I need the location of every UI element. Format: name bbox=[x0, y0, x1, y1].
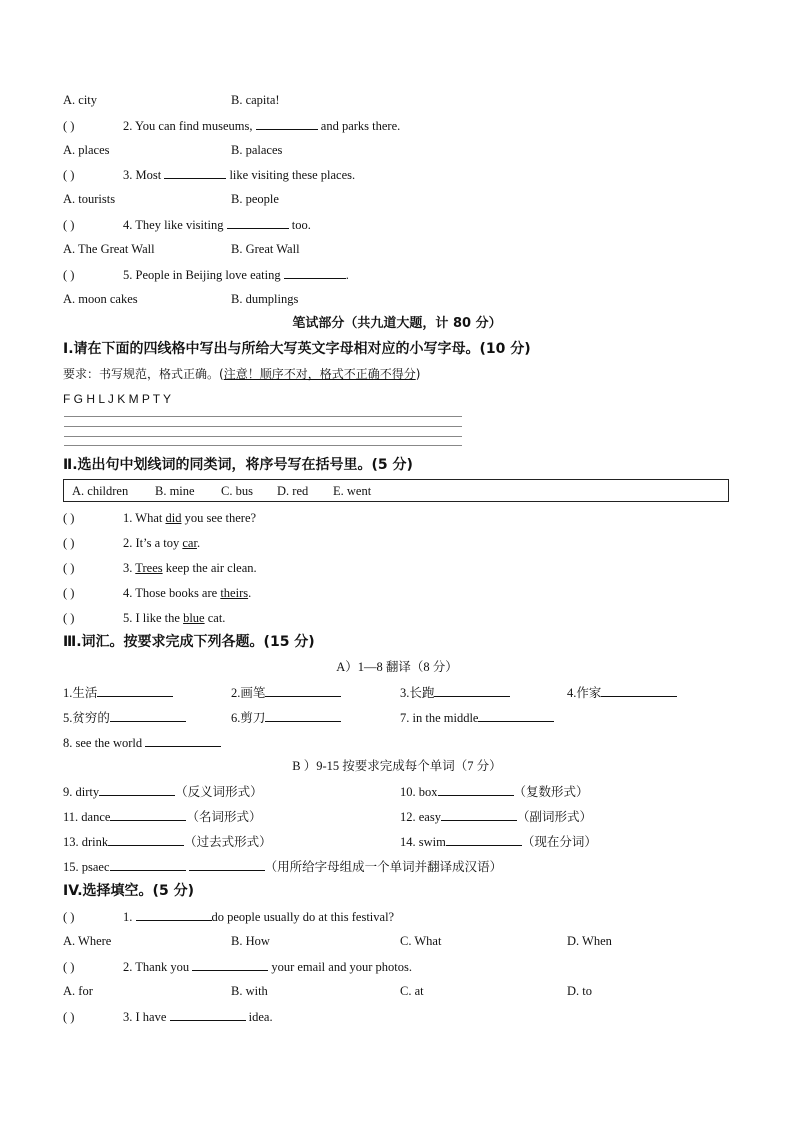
vocab-1 bbox=[63, 684, 173, 701]
sec2-q4 bbox=[63, 585, 251, 601]
vocab-prompt: 6.剪刀 bbox=[231, 711, 266, 725]
word-form-13 bbox=[63, 833, 272, 850]
answer-blank[interactable] bbox=[110, 709, 186, 722]
uppercase-letters: F G H L J K M P T Y bbox=[63, 392, 172, 406]
vocab-prompt: 7. in the middle bbox=[400, 711, 479, 725]
answer-paren: ( ) bbox=[63, 168, 75, 182]
q3-line bbox=[63, 166, 355, 183]
section-3-title: Ⅲ.词汇。按要求完成下列各题。(15 分) bbox=[63, 634, 315, 650]
answer-blank[interactable] bbox=[265, 709, 341, 722]
q5-suffix: . bbox=[345, 268, 349, 282]
word-form-9 bbox=[63, 783, 263, 800]
vocab-2 bbox=[231, 684, 341, 701]
answer-paren: ( ) bbox=[63, 611, 75, 625]
sentence-text: 2. It’s a toy bbox=[123, 536, 183, 550]
q2-line bbox=[63, 117, 400, 134]
mc-q1-option-c: C. What bbox=[400, 934, 442, 948]
word-form-10 bbox=[400, 783, 589, 800]
q4-option-b: B. Great Wall bbox=[231, 242, 300, 256]
vocab-6 bbox=[231, 709, 341, 726]
answer-paren: ( ) bbox=[63, 1010, 75, 1024]
vocab-3 bbox=[400, 684, 510, 701]
word-prompt: 11. dance bbox=[63, 810, 111, 824]
answer-paren: ( ) bbox=[63, 511, 75, 525]
form-note: （过去式形式） bbox=[184, 835, 272, 849]
answer-blank[interactable] bbox=[478, 709, 554, 722]
four-line-grid[interactable] bbox=[64, 414, 462, 448]
sec2-q2 bbox=[63, 535, 200, 551]
answer-blank[interactable] bbox=[99, 783, 175, 796]
option-b: B. mine bbox=[155, 484, 195, 498]
sec2-q5 bbox=[63, 610, 225, 626]
sentence-text: you see there? bbox=[181, 511, 257, 525]
answer-blank[interactable] bbox=[441, 808, 517, 821]
section-1-title: Ⅰ.请在下面的四线格中写出与所给大写英文字母相对应的小写字母。(10 分) bbox=[63, 341, 531, 357]
form-note: （副词形式） bbox=[516, 810, 592, 824]
answer-blank[interactable] bbox=[256, 117, 318, 130]
underlined-word: blue bbox=[183, 611, 205, 625]
vocab-4 bbox=[567, 684, 677, 701]
form-note: （现在分词） bbox=[521, 835, 597, 849]
answer-blank[interactable] bbox=[265, 684, 341, 697]
sec2-q3 bbox=[63, 560, 257, 576]
word-prompt: 14. swim bbox=[400, 835, 446, 849]
requirement-text: 要求：书写规范，格式正确。( bbox=[63, 367, 224, 381]
vocab-prompt: 3.长跑 bbox=[400, 686, 435, 700]
q5-line bbox=[63, 266, 349, 283]
sentence-text: cat. bbox=[204, 611, 226, 625]
q2-text: 2. You can find museums, bbox=[123, 119, 253, 133]
answer-blank[interactable] bbox=[227, 216, 289, 229]
requirement-note: 注意！顺序不对，格式不正确不得分 bbox=[223, 367, 416, 381]
answer-blank[interactable] bbox=[145, 734, 221, 747]
underlined-word: car bbox=[182, 536, 197, 550]
mc-q2-option-a: A. for bbox=[63, 984, 93, 998]
sentence-text: . bbox=[196, 536, 201, 550]
q2-option-b: B. palaces bbox=[231, 143, 283, 157]
mc-q1-option-a: A. Where bbox=[63, 934, 112, 948]
part-b-title: B ）9-15 按要求完成每个单词（7 分） bbox=[292, 759, 502, 773]
written-part-title: 笔试部分（共九道大题，计 80 分） bbox=[292, 316, 502, 331]
answer-paren: ( ) bbox=[63, 561, 75, 575]
answer-blank[interactable] bbox=[284, 266, 346, 279]
sec2-q1 bbox=[63, 510, 256, 526]
question-number: 1. bbox=[123, 910, 133, 924]
answer-blank[interactable] bbox=[110, 858, 186, 871]
answer-paren: ( ) bbox=[63, 960, 75, 974]
vocab-5 bbox=[63, 709, 186, 726]
sentence-text: 4. Those books are bbox=[123, 586, 221, 600]
answer-blank[interactable] bbox=[170, 1008, 246, 1021]
mc-q2 bbox=[63, 958, 412, 975]
requirement-close: ) bbox=[415, 367, 421, 381]
q2-suffix: and parks there. bbox=[320, 119, 401, 133]
answer-paren: ( ) bbox=[63, 218, 75, 232]
answer-blank[interactable] bbox=[136, 908, 212, 921]
underlined-word: Trees bbox=[135, 561, 163, 575]
answer-paren: ( ) bbox=[63, 536, 75, 550]
q5-option-a: A. moon cakes bbox=[63, 292, 138, 306]
answer-blank[interactable] bbox=[601, 684, 677, 697]
answer-blank[interactable] bbox=[97, 684, 173, 697]
question-text: 2. Thank you bbox=[123, 960, 190, 974]
sentence-text: . bbox=[248, 586, 252, 600]
mc-q1-option-d: D. When bbox=[567, 934, 612, 948]
question-text: 3. I have bbox=[123, 1010, 167, 1024]
mc-q3 bbox=[63, 1008, 273, 1025]
section-2-title: Ⅱ.选出句中划线词的同类词，将序号写在括号里。(5 分) bbox=[63, 457, 413, 473]
form-note: （用所给字母组成一个单词并翻译成汉语） bbox=[264, 860, 503, 874]
q4-text: 4. They like visiting bbox=[123, 218, 224, 232]
question-text: idea. bbox=[248, 1010, 273, 1024]
form-note: （反义词形式） bbox=[175, 785, 263, 799]
part-a-title: A）1—8 翻译（8 分） bbox=[336, 660, 458, 674]
sentence-text: 3. bbox=[123, 561, 136, 575]
mc-q2-option-d: D. to bbox=[567, 984, 592, 998]
option-a: A. children bbox=[72, 484, 129, 498]
sentence-text: keep the air clean. bbox=[162, 561, 257, 575]
q2-option-a: A. places bbox=[63, 143, 110, 157]
mc-q1-option-b: B. How bbox=[231, 934, 270, 948]
option-box bbox=[63, 479, 729, 502]
word-prompt: 13. drink bbox=[63, 835, 109, 849]
sentence-text: 1. What bbox=[123, 511, 166, 525]
vocab-prompt: 4.作家 bbox=[567, 686, 602, 700]
sentence-text: 5. I like the bbox=[123, 611, 184, 625]
word-prompt: 15. psaec bbox=[63, 860, 110, 874]
answer-blank[interactable] bbox=[110, 808, 186, 821]
vocab-8 bbox=[63, 734, 221, 751]
answer-paren: ( ) bbox=[63, 268, 75, 282]
answer-blank[interactable] bbox=[164, 166, 226, 179]
answer-blank[interactable] bbox=[192, 958, 268, 971]
underlined-word: did bbox=[165, 511, 182, 525]
translation-blank[interactable] bbox=[189, 858, 265, 871]
q3-option-b: B. people bbox=[231, 192, 279, 206]
answer-paren: ( ) bbox=[63, 119, 75, 133]
word-form-15 bbox=[63, 858, 502, 875]
word-prompt: 12. easy bbox=[400, 810, 441, 824]
q3-option-a: A. tourists bbox=[63, 192, 116, 206]
word-form-14 bbox=[400, 833, 597, 850]
answer-paren: ( ) bbox=[63, 586, 75, 600]
q3-suffix: like visiting these places. bbox=[229, 168, 356, 182]
vocab-prompt: 8. see the world bbox=[63, 736, 143, 750]
form-note: （复数形式） bbox=[513, 785, 589, 799]
vocab-prompt: 5.贫穷的 bbox=[63, 711, 110, 725]
answer-blank[interactable] bbox=[434, 684, 510, 697]
q1-option-a: A. city bbox=[63, 93, 98, 107]
word-prompt: 10. box bbox=[400, 785, 438, 799]
answer-blank[interactable] bbox=[438, 783, 514, 796]
word-prompt: 9. dirty bbox=[63, 785, 100, 799]
section-4-title: IV.选择填空。(5 分) bbox=[63, 883, 194, 899]
section-1-requirement bbox=[63, 366, 420, 382]
question-text: do people usually do at this festival? bbox=[211, 910, 395, 924]
q5-option-b: B. dumplings bbox=[231, 292, 299, 306]
mc-q1 bbox=[63, 908, 394, 925]
mc-q2-option-c: C. at bbox=[400, 984, 424, 998]
form-note: （名词形式） bbox=[186, 810, 262, 824]
question-text: your email and your photos. bbox=[271, 960, 412, 974]
answer-blank[interactable] bbox=[108, 833, 184, 846]
word-form-12 bbox=[400, 808, 592, 825]
word-form-11 bbox=[63, 808, 261, 825]
vocab-7 bbox=[400, 709, 554, 726]
q4-suffix: too. bbox=[291, 218, 311, 232]
option-e: E. went bbox=[333, 484, 372, 498]
answer-blank[interactable] bbox=[446, 833, 522, 846]
q5-text: 5. People in Beijing love eating bbox=[123, 268, 281, 282]
q4-option-a: A. The Great Wall bbox=[63, 242, 155, 256]
answer-paren: ( ) bbox=[63, 910, 75, 924]
q3-text: 3. Most bbox=[123, 168, 162, 182]
q4-line bbox=[63, 216, 311, 233]
vocab-prompt: 1.生活 bbox=[63, 686, 98, 700]
underlined-word: theirs bbox=[220, 586, 249, 600]
vocab-prompt: 2.画笔 bbox=[231, 686, 266, 700]
mc-q2-option-b: B. with bbox=[231, 984, 268, 998]
q1-option-b: B. capita! bbox=[231, 93, 280, 107]
option-d: D. red bbox=[277, 484, 309, 498]
option-c: C. bus bbox=[221, 484, 253, 498]
